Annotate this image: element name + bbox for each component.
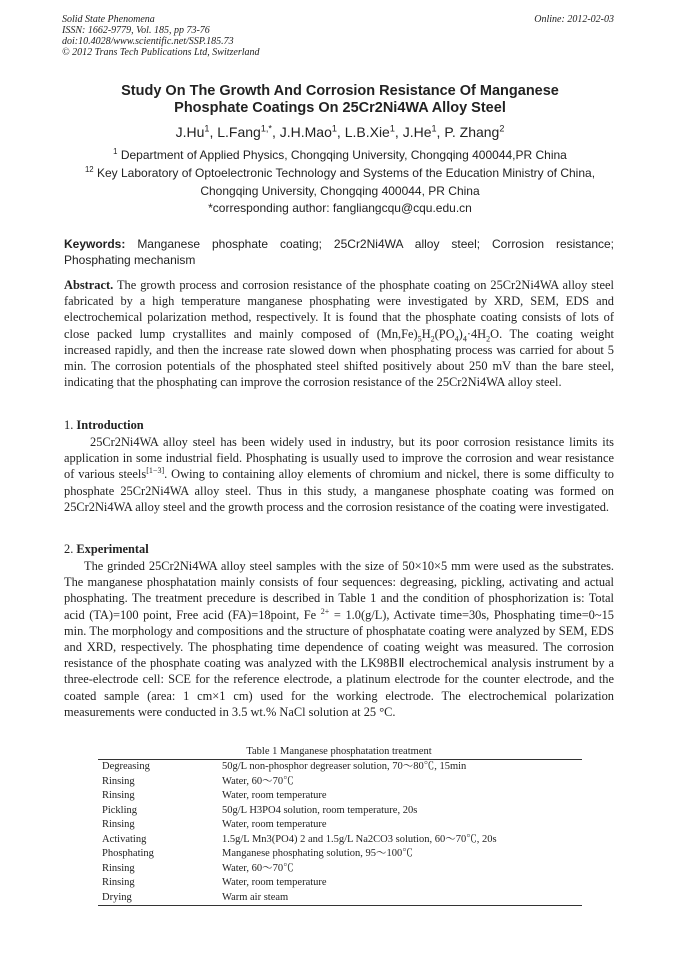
table-cell-step: Rinsing bbox=[102, 862, 135, 874]
abstract: Abstract. The growth process and corrosion resistance of the phosphate coating on 25Cr2Ni4WA alloy steel fabricated by a high temperature manganese phosphating were investigated by XRD, SEM, EDS and electrochemical polarization method, respectively. It is found that the phosphate coating consists of lots of close packed lump crystallites and mainly composed of $(Mn,Fe)_5H_2(PO_4)_4\cdot 4H_2O$. The coating weight increased rapidly, and then the increase rate slowed down when phosphating process was carried for about 5 min. The corrosion potentials of the phosphated steel shifted positively about 250 mV than the bare steel, indicating that the phosphating can improve the corrosion resistance of the 25Cr2Ni4WA alloy steel. bbox=[64, 278, 614, 390]
author: J.Hu$^1$ bbox=[175, 123, 210, 140]
table-cell-condition: 1.5g/L Mn3(PO4) 2 and 1.5g/L Na2CO3 solution, 60～70℃, 20s bbox=[222, 833, 497, 845]
affiliation-2-line-2: Chongqing University, Chongqing 400044, PR China bbox=[200, 184, 480, 198]
author: J.He$^1$ bbox=[402, 123, 437, 140]
table-cell-condition: Warm air steam bbox=[222, 891, 582, 906]
abstract-label: Abstract. bbox=[64, 278, 114, 292]
table-cell-condition: Manganese phosphating solution, 95～100℃ bbox=[222, 848, 413, 859]
title-line-2: Phosphate Coatings On 25Cr2Ni4WA Alloy Steel bbox=[174, 100, 506, 116]
experimental-text: The grinded 25Cr2Ni4WA alloy steel samples with the size of 50×10×5 mm were used as the substrates. The manganese phosphatation mainly consists of four sequences: degreasing, pickling, activating and actual phosphating. The treatment precedure is described in Table 1 and the condition of phosphorization is: Total acid (TA)=100 point, Free acid (FA)=18point, Fe $^{2+}$ = 1.0(g/L), Activate time=30s, Phosphating time=0~15 min. The morphology and compositions and the structure of phosphatate coating were analyzed by SEM, EDS and XRD, respectively. The phosphating time dependence of coating weight was measured. The corrosion resistance of the phosphate coating was analyzed with the LK98BⅡ electrochemical analysis instrument by a three-electrode cell: SCE for the reference electrode, a platinum electrode for the counter electrode, and the coated sample (area: 1 cm×1 cm) used for the working electrode. The electrochemical polarization measurements were conducted in 3.5 wt.% NaCl solution at 25 °C. bbox=[64, 559, 614, 719]
table-cell-condition: 50g/L H3PO4 solution, room temperature, 20s bbox=[222, 804, 418, 816]
table-row bbox=[98, 775, 582, 790]
table-row bbox=[98, 804, 582, 819]
author: L.Fang$^{1,*}$ bbox=[217, 123, 272, 140]
paper-title bbox=[60, 83, 620, 117]
table-1 bbox=[98, 759, 582, 906]
author: J.H.Mao$^1$ bbox=[279, 123, 337, 140]
section-heading-experimental: 2. Experimental bbox=[64, 542, 149, 556]
table-cell-condition: Water, 60～70℃ bbox=[222, 862, 294, 874]
keywords bbox=[64, 236, 614, 268]
table-row bbox=[98, 833, 582, 848]
introduction-text: 25Cr2Ni4WA alloy steel has been widely used in industry, but its poor corrosion resistance limits its application in some industrial field. Phosphating is usually used to improve the corrosion and wear resistance of various steels[1−3]. Owing to containing alloy elements of chromium and nickel, there is some difficulty to phosphate 25Cr2Ni4WA alloy steel. Thus in this study, a manganese phosphate coating was formed on 25Cr2Ni4WA alloy steel and the growth process and the corrosion resistance of the coating were investigated. bbox=[64, 435, 614, 514]
author-list: J.Hu$^1$, L.Fang$^{1,*}$, J.H.Mao$^1$, L.B.Xie$^1$, J.He$^1$, P. Zhang$^2$ bbox=[175, 123, 505, 140]
title-line-1: Study On The Growth And Corrosion Resistance Of Manganese bbox=[121, 83, 559, 99]
section-heading-introduction: 1. Introduction bbox=[64, 418, 144, 432]
table-row bbox=[98, 847, 582, 862]
online-date: Online: 2012-02-03 bbox=[534, 14, 614, 25]
doi: doi:10.4028/www.scientific.net/SSP.185.73 bbox=[62, 36, 234, 47]
table-cell-condition: Water, room temperature bbox=[222, 877, 327, 888]
table-row bbox=[98, 760, 582, 775]
author: P. Zhang$^2$ bbox=[444, 123, 505, 140]
table-cell-condition: Water, room temperature bbox=[222, 790, 327, 801]
abstract-formula: $(Mn,Fe)_5H_2(PO_4)_4\cdot 4H_2O$ bbox=[376, 326, 500, 344]
table-row bbox=[98, 789, 582, 804]
corresponding-author: *corresponding author: fangliangcqu@cqu.edu.cn bbox=[208, 201, 472, 215]
journal-header bbox=[62, 14, 260, 58]
table-cell-step: Rinsing bbox=[102, 877, 135, 888]
table-row bbox=[98, 876, 582, 891]
issn: ISSN: 1662-9779, Vol. 185, pp 73-76 bbox=[62, 25, 210, 36]
table-row bbox=[98, 891, 582, 906]
citation: [1−3] bbox=[146, 466, 165, 476]
table-cell-step: Degreasing bbox=[98, 760, 222, 775]
copyright: © 2012 Trans Tech Publications Ltd, Switzerland bbox=[62, 47, 260, 58]
table-cell-step: Activating bbox=[102, 833, 147, 845]
author: L.B.Xie$^1$ bbox=[344, 123, 395, 140]
journal-name: Solid State Phenomena bbox=[62, 14, 155, 25]
table-cell-condition: Water, 60～70℃ bbox=[222, 775, 294, 787]
table-cell-step: Pickling bbox=[102, 804, 138, 816]
keywords-label: Keywords: bbox=[64, 237, 126, 251]
table-row bbox=[98, 862, 582, 877]
table-cell-step: Rinsing bbox=[102, 775, 135, 787]
table-cell-step: Rinsing bbox=[102, 790, 135, 801]
keywords-text: Manganese phosphate coating; 25Cr2Ni4WA alloy steel; Corrosion resistance; Phosphating mechanism bbox=[64, 237, 614, 267]
table-cell-condition: Water, room temperature bbox=[222, 819, 327, 830]
table-cell-step: Drying bbox=[98, 891, 222, 906]
affiliation-2: $^{12}$ Key Laboratory of Optoelectronic Technology and Systems of the Education Ministry of China, bbox=[84, 165, 596, 180]
table-caption: Table 1 Manganese phosphatation treatment bbox=[246, 746, 432, 757]
table-cell-step: Phosphating bbox=[102, 848, 154, 859]
table-cell-step: Rinsing bbox=[102, 819, 135, 830]
table-row bbox=[98, 818, 582, 833]
affiliation-1: $^1$ Department of Applied Physics, Chongqing University, Chongqing 400044,PR China bbox=[113, 147, 567, 162]
table-cell-condition: 50g/L non-phosphor degreaser solution, 70～80℃, 15min bbox=[222, 760, 582, 775]
